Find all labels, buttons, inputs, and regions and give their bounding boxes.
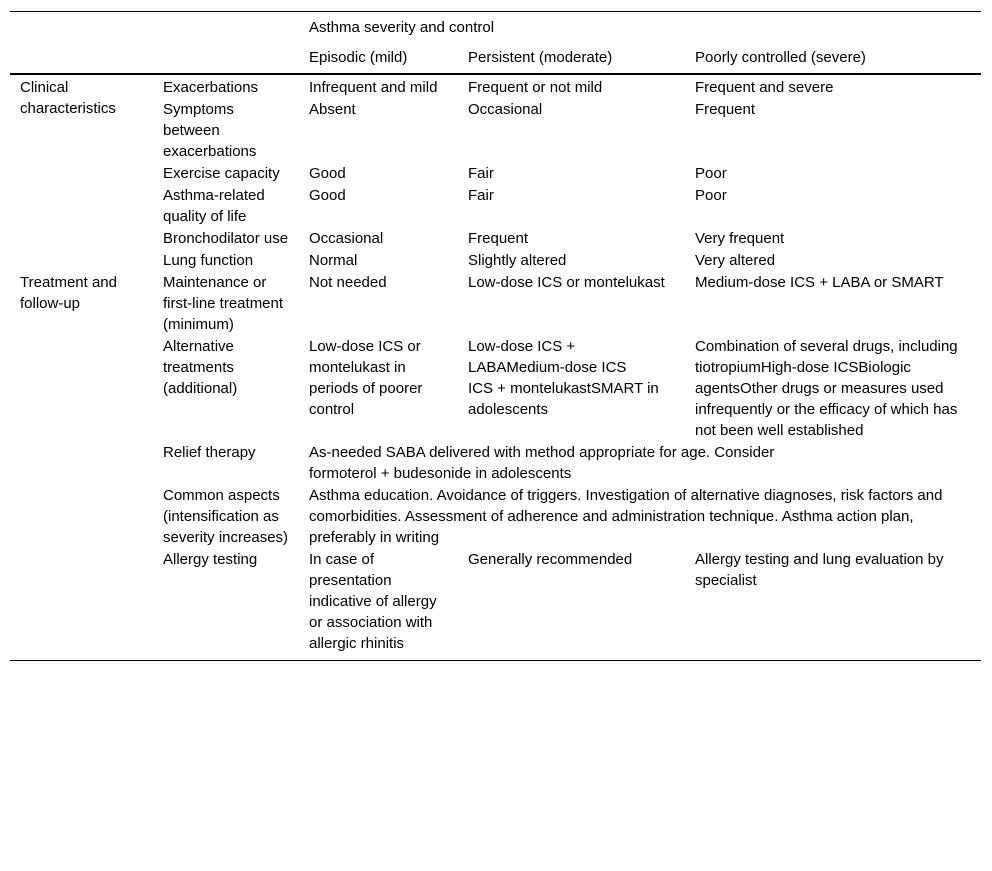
cell-severe: Allergy testing and lung evaluation by specialist [695, 551, 944, 589]
cell-severe: Frequent and severe [695, 79, 834, 96]
header-row-group [10, 12, 981, 48]
cell-episodic: Infrequent and mild [309, 79, 438, 96]
asthma-severity-table-container [10, 11, 981, 661]
row-label: Allergy testing [163, 551, 258, 568]
cell-all-levels-text: As-needed SABA delivered with method appropriate for age. Consider formoterol + budesonide in adolescents [309, 444, 775, 482]
cell-persistent: Frequent [468, 230, 529, 247]
column-header-persistent: Persistent (moderate) [458, 47, 685, 74]
cell-persistent-part: ICS + montelukastSMART in adolescents [468, 380, 659, 418]
row-label: Lung function [163, 252, 254, 269]
row-label: Bronchodilator use [163, 230, 289, 247]
row-label: Exacerbations [163, 79, 259, 96]
row-label: Asthma-related quality of life [163, 187, 265, 225]
cell-persistent: Fair [468, 165, 494, 182]
cell-severe: Very frequent [695, 230, 785, 247]
header-empty-cell [10, 12, 153, 48]
cell-severe: Poor [695, 187, 727, 204]
cell-persistent: Generally recommended [468, 551, 633, 568]
column-header-severe: Poorly controlled (severe) [685, 47, 981, 74]
cell-persistent [458, 336, 685, 442]
cell-persistent: Slightly altered [468, 252, 567, 269]
table-row [10, 272, 981, 336]
row-label: Maintenance or first-line treatment (minimum) [163, 274, 284, 333]
section-label-treatment [10, 272, 153, 661]
cell-episodic: Low-dose ICS or montelukast in periods of poorer control [309, 338, 423, 418]
section-label-clinical: Clinical characteristics [20, 79, 116, 117]
table-row [10, 74, 981, 99]
table-row [10, 549, 981, 661]
cell-persistent: Frequent or not mild [468, 79, 603, 96]
cell-persistent-part: Low-dose ICS + LABAMedium-dose ICS [468, 338, 627, 376]
row-label: Relief therapy [163, 444, 256, 461]
header-row-columns [10, 47, 981, 74]
cell-episodic: Good [309, 187, 346, 204]
cell-all-levels [299, 442, 981, 485]
table-row [10, 163, 981, 185]
cell-all-levels: Asthma education. Avoidance of triggers. Investigation of alternative diagnoses, risk factors and comorbidities. Assessment of adherence and administration technique. Asthma action plan, preferably in writing [309, 487, 943, 546]
asthma-severity-table [10, 11, 981, 661]
section-label-text: Treatment and follow-up [20, 274, 117, 312]
table-row [10, 442, 981, 485]
cell-episodic: Good [309, 165, 346, 182]
cell-persistent: Fair [468, 187, 494, 204]
column-header-episodic: Episodic (mild) [299, 47, 458, 74]
cell-persistent: Occasional [468, 101, 543, 118]
header-group-title: Asthma severity and control [309, 19, 495, 36]
cell-episodic: Normal [309, 252, 358, 269]
table-row [10, 485, 981, 549]
cell-severe: Very altered [695, 252, 776, 269]
cell-severe: Frequent [695, 101, 756, 118]
cell-persistent: Low-dose ICS or montelukast [468, 274, 665, 291]
header-empty-cell [153, 12, 299, 48]
cell-severe: Poor [695, 165, 727, 182]
row-label: Symptoms between exacerbations [163, 101, 257, 160]
cell-severe: Medium-dose ICS + LABA or SMART [695, 274, 944, 291]
table-row [10, 336, 981, 442]
cell-episodic: Not needed [309, 274, 387, 291]
row-label: Common aspects (intensification as severity increases) [163, 487, 289, 546]
table-row [10, 99, 981, 163]
table-row [10, 250, 981, 272]
header-empty-cell [10, 47, 153, 74]
row-label: Exercise capacity [163, 165, 280, 182]
cell-episodic: In case of presentation indicative of allergy or association with allergic rhinitis [309, 551, 437, 652]
table-row [10, 228, 981, 250]
cell-episodic: Absent [309, 101, 356, 118]
header-empty-cell [153, 47, 299, 74]
table-row [10, 185, 981, 228]
row-label: Alternative treatments (additional) [163, 338, 238, 397]
cell-episodic: Occasional [309, 230, 384, 247]
cell-severe: Combination of several drugs, including tiotropiumHigh-dose ICSBiologic agentsOther drugs or measures used infrequently or the efficacy of which has not been well established [695, 338, 958, 439]
